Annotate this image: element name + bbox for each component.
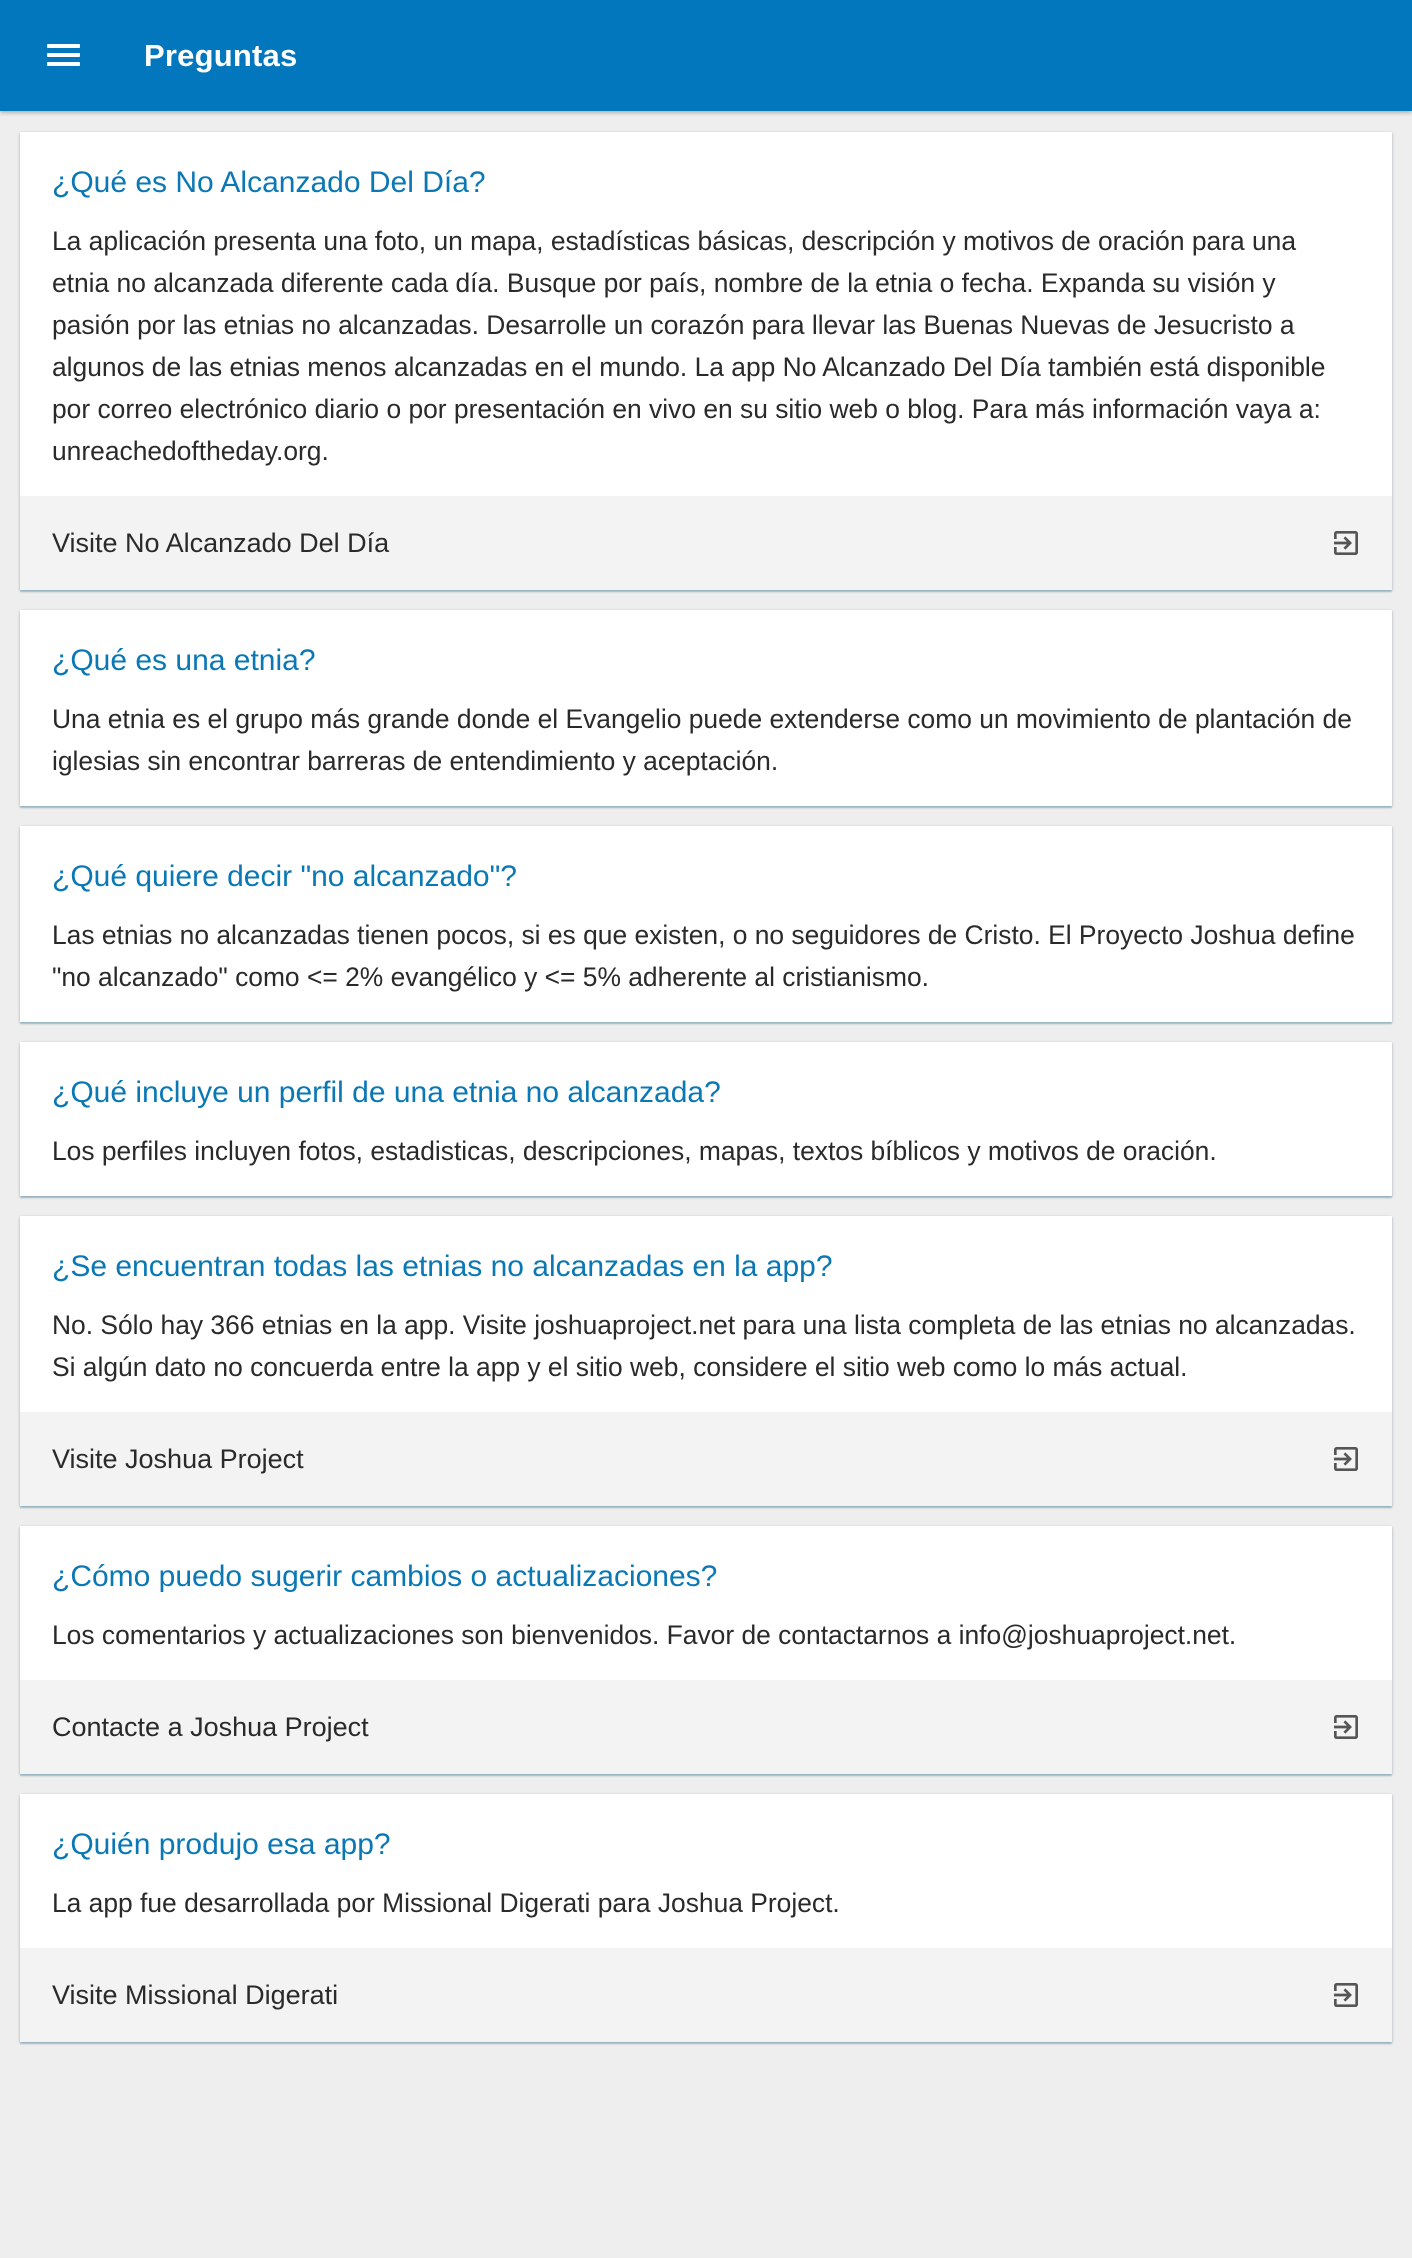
faq-answer: Los comentarios y actualizaciones son bienvenidos. Favor de contactarnos a info@joshuaproject.net. bbox=[52, 1620, 1237, 1650]
faq-question: ¿Qué es una etnia? bbox=[52, 644, 316, 677]
visit-joshua-project-link[interactable] bbox=[20, 1412, 1392, 1506]
faq-card bbox=[20, 826, 1392, 1022]
faq-question: ¿Qué incluye un perfil de una etnia no alcanzada? bbox=[52, 1076, 721, 1109]
faq-card bbox=[20, 1794, 1392, 2042]
visit-unreached-of-the-day-link[interactable] bbox=[20, 496, 1392, 590]
faq-answer: Una etnia es el grupo más grande donde el Evangelio puede extenderse como un movimiento de plantación de iglesias sin encontrar barreras de entendimiento y aceptación. bbox=[52, 704, 1352, 776]
faq-question: ¿Se encuentran todas las etnias no alcanzadas en la app? bbox=[52, 1250, 833, 1283]
faq-question: ¿Qué es No Alcanzado Del Día? bbox=[52, 166, 486, 199]
faq-answer: La app fue desarrollada por Missional Digerati para Joshua Project. bbox=[52, 1888, 840, 1918]
faq-card bbox=[20, 1216, 1392, 1506]
faq-card bbox=[20, 1042, 1392, 1196]
faq-card bbox=[20, 132, 1392, 590]
open-external-icon bbox=[1330, 1979, 1362, 2011]
faq-answer: Los perfiles incluyen fotos, estadisticas, descripciones, mapas, textos bíblicos y motivos de oración. bbox=[52, 1136, 1217, 1166]
link-label: Visite Missional Digerati bbox=[52, 1979, 339, 2010]
faq-question: ¿Qué quiere decir "no alcanzado"? bbox=[52, 860, 517, 893]
link-label: Contacte a Joshua Project bbox=[52, 1711, 369, 1742]
contact-joshua-project-link[interactable] bbox=[20, 1680, 1392, 1774]
faq-card-body bbox=[20, 1794, 1392, 1948]
faq-question: ¿Cómo puedo sugerir cambios o actualizaciones? bbox=[52, 1560, 718, 1593]
hamburger-menu-icon[interactable] bbox=[44, 39, 84, 71]
visit-missional-digerati-link[interactable] bbox=[20, 1948, 1392, 2042]
faq-answer: La aplicación presenta una foto, un mapa, estadísticas básicas, descripción y motivos de oración para una etnia no alcanzada diferente cada día. Busque por país, nombre de la etnia o fecha. Expanda su visión y pasión por las etnias no alcanzadas. Desarrolle un corazón para llevar las Buenas Nuevas de Jesucristo a algunos de las etnias menos alcanzadas en el mundo. La app No Alcanzado Del Día también está disponible por correo electrónico diario o por presentación en vivo en su sitio web o blog. Para más información vaya a: unreachedoftheday.org. bbox=[52, 226, 1326, 466]
link-label: Visite Joshua Project bbox=[52, 1443, 304, 1474]
link-label: Visite No Alcanzado Del Día bbox=[52, 527, 390, 558]
faq-card-body bbox=[20, 1216, 1392, 1412]
faq-list bbox=[0, 111, 1412, 2042]
faq-card bbox=[20, 1526, 1392, 1774]
faq-card-body bbox=[20, 132, 1392, 496]
faq-card-body bbox=[20, 1526, 1392, 1680]
faq-card-body bbox=[20, 826, 1392, 1022]
open-external-icon bbox=[1330, 527, 1362, 559]
app-bar bbox=[0, 0, 1412, 111]
faq-card-body bbox=[20, 1042, 1392, 1196]
page-title: Preguntas bbox=[144, 38, 298, 73]
faq-question: ¿Quién produjo esa app? bbox=[52, 1828, 391, 1861]
open-external-icon bbox=[1330, 1711, 1362, 1743]
faq-card-body bbox=[20, 610, 1392, 806]
faq-answer: No. Sólo hay 366 etnias en la app. Visite joshuaproject.net para una lista completa de las etnias no alcanzadas. Si algún dato no concuerda entre la app y el sitio web, considere el sitio web como lo más actual. bbox=[52, 1310, 1356, 1382]
faq-answer: Las etnias no alcanzadas tienen pocos, si es que existen, o no seguidores de Cristo. El Proyecto Joshua define "no alcanzado" como <= 2% evangélico y <= 5% adherente al cristianismo. bbox=[52, 920, 1355, 992]
faq-card bbox=[20, 610, 1392, 806]
open-external-icon bbox=[1330, 1443, 1362, 1475]
